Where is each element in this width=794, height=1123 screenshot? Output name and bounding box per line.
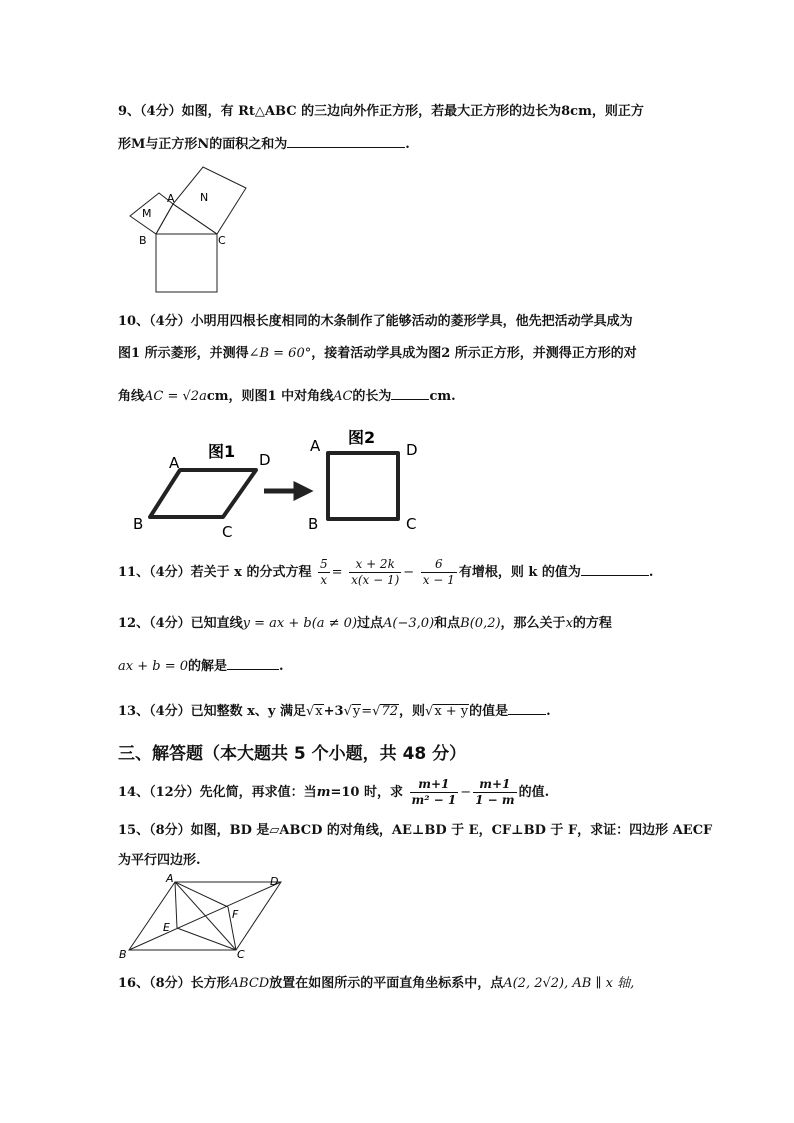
q10-f1-c: C xyxy=(222,523,233,540)
q12-mid1: 过点 xyxy=(357,616,384,631)
q10-rhombus xyxy=(150,470,256,517)
q10-line3-c: 的长为 xyxy=(352,389,392,404)
q10-line2 xyxy=(118,345,637,363)
q13-end: . xyxy=(546,704,551,719)
q10-ac: AC xyxy=(333,389,353,404)
q9-label-b: B xyxy=(139,234,147,247)
q12-line1 xyxy=(118,615,612,633)
q15-label-e: E xyxy=(163,921,170,934)
q16-mid: 放置在如图所示的平面直角坐标系中，点 xyxy=(269,976,504,991)
q14-m: m xyxy=(316,785,331,800)
q10-f2-b: B xyxy=(308,515,319,533)
q10-line2-a: 图1 所示菱形，并测得 xyxy=(118,346,249,361)
q10-line1: 10、（4分）小明用四根长度相同的木条制作了能够活动的菱形学具，他先把活动学具成为 xyxy=(118,314,633,329)
q15-label-c: C xyxy=(237,948,245,961)
q14-eq: =10 时，求 xyxy=(330,785,403,800)
q12-point-b: B(0,2) xyxy=(460,616,501,631)
q12-mid2: 和点 xyxy=(434,616,461,631)
q10-answer-blank xyxy=(391,387,429,400)
q13-sqrt-72: 72 xyxy=(381,704,398,719)
q14-frac1: $\frac{m+1}{\text{m² − 1}}$ xyxy=(411,777,457,807)
q9-line1: 9、（4分）如图，有 Rt△ABC 的三边向外作正方形，若最大正方形的边长为8cm，则正方 xyxy=(118,104,644,119)
q11-frac2: $\frac{x + 2k}{x(x - 1)}$ xyxy=(351,557,400,587)
q11-pre: 11、（4分）若关于 x 的分式方程 xyxy=(118,565,312,580)
q11-end: . xyxy=(648,565,654,580)
q12-line2-text: 的解是 xyxy=(188,659,228,674)
q15-label-d: D xyxy=(270,875,279,888)
q12-line2 xyxy=(118,657,284,676)
q12-mid3: ，那么关于 xyxy=(500,616,566,631)
q11-line xyxy=(118,556,653,590)
q13-sqrt-xy: x + y xyxy=(434,704,469,719)
q15-label-f: F xyxy=(232,908,239,921)
q10-f1-d: D xyxy=(259,451,271,469)
q11-frac1: $\frac{5}{x}$ xyxy=(319,557,328,587)
q10-line3-a: 角线 xyxy=(118,389,145,404)
q14-minus: − xyxy=(460,785,472,800)
q12-equation: ax + b = 0 xyxy=(118,659,188,674)
q12-answer-blank xyxy=(227,657,279,670)
q10-title2: 图2 xyxy=(348,428,376,447)
q13-line: 13、（4分）已知整数 x、y 满足√x+3√y=√72，则√x + y的值是 . xyxy=(118,704,551,719)
q13-post: 的值是 xyxy=(469,704,509,719)
q12-point-a: A(−3,0) xyxy=(383,616,435,631)
q11-eq: = xyxy=(331,565,343,580)
q12-end: . xyxy=(279,659,284,674)
q15-segment-ec xyxy=(177,928,236,950)
q10-figure xyxy=(128,425,428,540)
q10-arrow-head xyxy=(296,485,308,497)
q10-square xyxy=(328,453,398,519)
q16-abcd: ABCD xyxy=(229,976,270,991)
q16-pre: 16、（8分）长方形 xyxy=(118,976,230,991)
q10-f1-a: A xyxy=(169,454,180,472)
q13-pre: 13、（4分）已知整数 x、y 满足 xyxy=(118,704,306,719)
q11-post: 有增根，则 k 的值为 xyxy=(458,565,581,580)
q15-diagonal-ac xyxy=(175,882,236,950)
q9-line2: 形M与正方形N的面积之和为 . xyxy=(118,137,410,152)
q14-line xyxy=(118,776,549,810)
q13-answer-blank xyxy=(508,702,546,715)
q15-line1: 15、（8分）如图，BD 是▱ABCD 的对角线，AE⊥BD 于 E，CF⊥BD 于 F，求证：四边形 AECF xyxy=(118,823,713,838)
q15-label-a: A xyxy=(166,872,174,885)
q9-label-c: C xyxy=(218,234,226,247)
q9-label-n: N xyxy=(200,191,209,204)
q9-label-m: M xyxy=(142,207,152,220)
q16-post: , AB ∥ x 轴, xyxy=(564,976,635,991)
q11-answer-blank xyxy=(581,563,649,576)
q15-segment-ae xyxy=(175,882,177,928)
q13-plus3: +3 xyxy=(323,704,344,719)
q9-answer-blank xyxy=(287,135,405,148)
q10-f2-a: A xyxy=(310,437,321,455)
q16-point-a: A(2, 2√2) xyxy=(503,976,565,991)
q14-pre: 14、（12分）先化简，再求值：当 xyxy=(118,785,317,800)
q14-frac2: $\frac{m+1}{1 - m}$ xyxy=(475,777,515,807)
q10-f1-b: B xyxy=(133,515,144,533)
section-3-heading: 三、解答题（本大题共 5 个小题，共 48 分） xyxy=(118,744,467,764)
q9-square-n xyxy=(173,167,246,234)
q11-frac3: $\frac{6}{x - 1}$ xyxy=(422,557,455,587)
q11-minus: − xyxy=(403,565,415,580)
q15-label-b: B xyxy=(119,948,127,961)
q9-line2-text: 形M与正方形N的面积之和为 xyxy=(118,137,288,152)
q12-pre: 12、（4分）已知直线 xyxy=(118,616,243,631)
q13-eq: = xyxy=(361,704,373,719)
q13-sqrt-x: x xyxy=(315,704,323,719)
q15-line2: 为平行四边形. xyxy=(118,853,201,868)
q10-angle-b: ∠B = 60° xyxy=(248,346,312,361)
q12-line-eq: y = ax + b(a ≠ 0) xyxy=(242,616,358,631)
q10-title1: 图1 xyxy=(208,442,236,461)
q10-line3-d: cm. xyxy=(429,389,456,404)
q12-var-x: x xyxy=(565,616,573,631)
q14-post: 的值. xyxy=(518,785,550,800)
q15-figure xyxy=(115,872,290,962)
q9-square-bc xyxy=(156,234,217,292)
q13-mid: ，则 xyxy=(399,704,426,719)
q12-post: 的方程 xyxy=(572,616,612,631)
q10-f2-c: C xyxy=(406,515,417,533)
q16-line xyxy=(118,975,634,993)
q15-segment-af xyxy=(175,882,228,907)
q10-line3-b: cm，则图1 中对角线 xyxy=(206,389,334,404)
q10-f2-d: D xyxy=(406,441,418,459)
q10-line3 xyxy=(118,387,456,406)
q9-triangle xyxy=(156,204,217,234)
q13-sqrt-y: y xyxy=(352,704,361,719)
q10-ac-eq: AC = √2a xyxy=(144,389,207,404)
q9-label-a: A xyxy=(167,192,175,205)
q9-figure xyxy=(125,165,255,295)
q10-line2-b: ，接着活动学具成为图2 所示正方形，并测得正方形的对 xyxy=(311,346,637,361)
